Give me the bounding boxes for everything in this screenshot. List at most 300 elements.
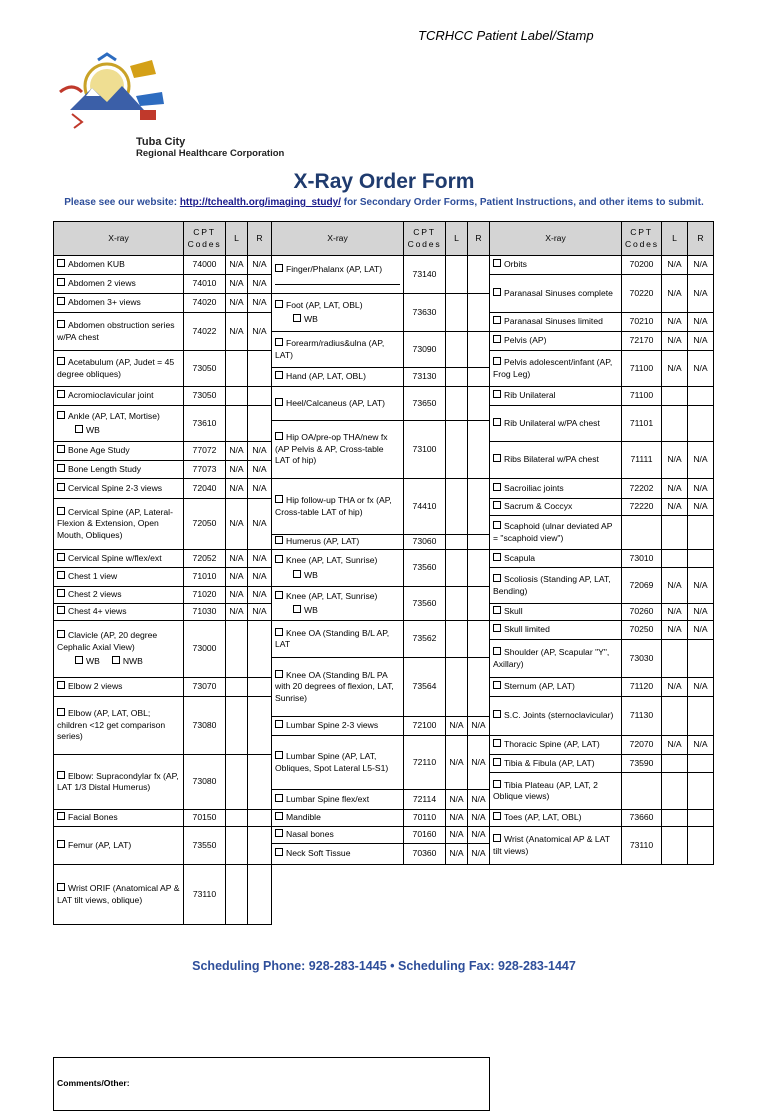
right-side-cell[interactable] [468,332,490,368]
exam-name-cell[interactable] [272,256,404,294]
left-side-cell[interactable] [662,755,688,773]
right-side-cell[interactable]: N/A [248,568,272,587]
exam-name-cell[interactable] [54,621,184,678]
left-side-cell[interactable]: N/A [446,717,468,736]
exam-checkbox[interactable] [57,320,65,328]
exam-checkbox[interactable] [493,521,501,529]
left-side-cell[interactable]: N/A [662,275,688,313]
exam-checkbox[interactable] [275,591,283,599]
exam-name: Wrist ORIF (Anatomical AP & LAT tilt views, oblique) [57,883,180,905]
cpt-code [622,773,662,810]
exam-name-cell[interactable] [490,499,622,516]
right-side-cell[interactable]: N/A [688,604,714,621]
exam-checkbox[interactable] [493,288,501,296]
right-side-cell[interactable] [688,773,714,810]
cpt-code: 70210 [622,313,662,332]
exam-checkbox[interactable] [493,454,501,462]
exam-name: Ankle (AP, LAT, Mortise) [68,410,160,421]
right-side-cell[interactable] [248,755,272,810]
exam-checkbox[interactable] [275,720,283,728]
left-side-cell[interactable]: N/A [226,550,248,568]
exam-name-cell[interactable] [490,442,622,479]
exam-name-cell[interactable] [272,587,404,621]
right-side-cell[interactable]: N/A [688,256,714,275]
left-side-cell[interactable] [662,387,688,406]
exam-checkbox[interactable] [493,834,501,842]
right-side-cell[interactable] [688,697,714,736]
exam-name-cell[interactable] [54,406,184,442]
right-side-cell[interactable]: N/A [248,604,272,621]
right-side-cell[interactable] [468,479,490,535]
exam-checkbox[interactable] [57,553,65,561]
exam-checkbox[interactable] [57,357,65,365]
right-side-cell[interactable]: N/A [468,736,490,790]
exam-name-cell[interactable] [272,717,404,736]
left-side-cell[interactable]: N/A [226,479,248,499]
exam-checkbox[interactable] [57,445,65,453]
exam-name-cell[interactable] [490,755,622,773]
exam-checkbox[interactable] [57,278,65,286]
right-side-cell[interactable]: N/A [688,442,714,479]
right-side-cell[interactable]: N/A [688,736,714,755]
right-side-cell[interactable]: N/A [468,827,490,844]
exam-name-cell[interactable] [490,736,622,755]
table-row [54,1058,714,1075]
exam-name-cell[interactable] [54,678,184,697]
left-side-cell[interactable] [226,406,248,442]
exam-checkbox[interactable] [57,606,65,614]
left-side-cell[interactable] [662,773,688,810]
exam-checkbox[interactable] [493,483,501,491]
exam-name-cell[interactable] [490,773,622,810]
exam-checkbox[interactable] [275,670,283,678]
exam-checkbox[interactable] [275,555,283,563]
exam-checkbox[interactable] [493,418,501,426]
exam-checkbox[interactable] [275,536,283,544]
exam-name-cell[interactable] [490,479,622,499]
left-side-cell[interactable]: N/A [226,604,248,621]
left-side-cell[interactable] [226,810,248,827]
right-side-cell[interactable] [688,550,714,568]
exam-name-cell[interactable] [54,294,184,313]
right-side-cell[interactable] [468,368,490,387]
exam-checkbox[interactable] [57,390,65,398]
left-side-cell[interactable]: N/A [446,844,468,865]
exam-name-cell[interactable] [54,442,184,461]
exam-checkbox[interactable] [57,589,65,597]
exam-name-cell[interactable] [490,256,622,275]
exam-checkbox[interactable] [57,812,65,820]
right-side-cell[interactable] [248,827,272,865]
exam-name: Elbow 2 views [68,681,123,692]
exam-checkbox[interactable] [493,780,501,788]
table-row [54,1000,714,1021]
right-side-cell[interactable]: N/A [688,332,714,351]
right-side-cell[interactable]: N/A [248,479,272,499]
right-side-cell[interactable] [468,387,490,421]
left-side-cell[interactable]: N/A [662,678,688,697]
left-header: L [226,222,248,256]
left-side-cell[interactable] [226,755,248,810]
right-side-cell[interactable] [688,406,714,442]
exam-name: Forearm/radius&ulna (AP, LAT) [275,338,385,360]
exam-checkbox[interactable] [493,812,501,820]
exam-name-cell[interactable] [54,499,184,550]
exam-checkbox[interactable] [275,751,283,759]
left-side-cell[interactable]: N/A [446,827,468,844]
left-side-cell[interactable] [662,827,688,865]
right-side-cell[interactable] [468,535,490,550]
exam-checkbox[interactable] [493,710,501,718]
cpt-code: 71010 [184,568,226,587]
exam-checkbox[interactable] [493,647,501,655]
exam-name: Bone Length Study [68,463,142,474]
right-side-cell[interactable] [688,810,714,827]
exam-checkbox[interactable] [275,829,283,837]
table-row [54,621,714,640]
exam-name-cell[interactable] [490,550,622,568]
exam-checkbox[interactable] [57,883,65,891]
left-side-cell[interactable]: N/A [662,442,688,479]
right-side-cell[interactable] [468,294,490,332]
exam-checkbox[interactable] [275,338,283,346]
right-side-cell[interactable] [248,387,272,406]
left-side-cell[interactable]: N/A [226,442,248,461]
left-side-cell[interactable]: N/A [446,790,468,810]
left-side-cell[interactable]: N/A [662,332,688,351]
table-row [54,827,714,844]
cpt-code: 70220 [622,275,662,313]
exam-name-cell[interactable] [490,332,622,351]
exam-name-cell[interactable] [272,658,404,717]
sub-option-checkbox[interactable] [293,570,301,578]
left-side-cell[interactable]: N/A [226,294,248,313]
exam-name-cell[interactable] [54,697,184,755]
cpt-code: 72040 [184,479,226,499]
left-side-cell[interactable] [446,256,468,294]
left-side-cell[interactable]: N/A [662,351,688,387]
right-side-cell[interactable]: N/A [468,717,490,736]
exam-name-cell[interactable] [54,256,184,275]
exam-name-cell[interactable] [490,313,622,332]
exam-checkbox[interactable] [493,739,501,747]
cpt-code: 71101 [622,406,662,442]
exam-name: Shoulder (AP, Scapular "Y", Axillary) [493,647,610,669]
left-side-cell[interactable]: N/A [226,568,248,587]
right-side-cell[interactable]: N/A [248,256,272,275]
exam-checkbox[interactable] [275,432,283,440]
left-side-cell[interactable] [446,387,468,421]
exam-name: Skull limited [504,624,550,635]
right-side-cell[interactable]: N/A [688,621,714,640]
right-side-cell[interactable]: N/A [468,844,490,865]
website-prefix: Please see our website: [64,197,178,208]
exam-name-cell[interactable] [272,368,404,387]
exam-checkbox[interactable] [493,501,501,509]
left-side-cell[interactable] [226,827,248,865]
exam-name-cell[interactable] [272,844,404,865]
right-side-cell[interactable]: N/A [248,275,272,294]
sub-option-checkbox[interactable] [112,656,120,664]
right-side-cell[interactable] [468,587,490,621]
right-side-cell[interactable]: N/A [688,275,714,313]
right-side-cell[interactable] [468,550,490,587]
comments-field[interactable] [54,1058,490,1111]
left-side-cell[interactable]: N/A [662,499,688,516]
left-side-cell[interactable]: N/A [226,313,248,351]
exam-name-cell[interactable] [54,568,184,587]
exam-name: Scapula [504,552,536,563]
right-side-cell[interactable] [688,640,714,678]
left-side-cell[interactable] [446,368,468,387]
exam-name-cell[interactable] [54,827,184,865]
exam-checkbox[interactable] [275,264,283,272]
right-side-cell[interactable]: N/A [468,790,490,810]
table-row [54,865,714,886]
right-side-cell[interactable]: N/A [248,313,272,351]
exam-checkbox[interactable] [493,316,501,324]
cpt-code: 73010 [622,550,662,568]
exam-checkbox[interactable] [493,357,501,365]
exam-name-cell[interactable] [54,865,184,925]
right-side-cell[interactable]: N/A [248,294,272,313]
right-side-cell[interactable]: N/A [688,568,714,604]
left-side-cell[interactable] [226,351,248,387]
left-side-cell[interactable] [446,658,468,717]
exam-name-cell[interactable] [490,697,622,736]
left-side-cell[interactable] [226,387,248,406]
exam-name-cell[interactable] [490,621,622,640]
left-side-cell[interactable]: N/A [226,587,248,604]
right-side-cell[interactable]: N/A [248,461,272,479]
exam-name-cell[interactable] [54,479,184,499]
exam-checkbox[interactable] [275,812,283,820]
right-side-cell[interactable]: N/A [248,442,272,461]
exam-checkbox[interactable] [493,681,501,689]
exam-name: Ribs Bilateral w/PA chest [504,454,599,465]
cpt-code: 72069 [622,568,662,604]
exam-name-cell[interactable] [54,550,184,568]
exam-name: Abdomen 2 views [68,278,136,289]
exam-checkbox[interactable] [57,681,65,689]
right-side-cell[interactable]: N/A [688,678,714,697]
sub-option-checkbox[interactable] [293,314,301,322]
right-side-cell[interactable] [468,421,490,479]
left-side-cell[interactable] [662,640,688,678]
left-side-cell[interactable] [226,678,248,697]
exam-checkbox[interactable] [57,259,65,267]
right-side-cell[interactable]: N/A [688,313,714,332]
left-side-cell[interactable] [226,621,248,678]
exam-checkbox[interactable] [57,483,65,491]
cpt-code: 70150 [184,810,226,827]
exam-name-cell[interactable] [490,406,622,442]
right-side-cell[interactable] [688,755,714,773]
left-side-cell[interactable] [226,865,248,925]
exam-name-cell[interactable] [272,421,404,479]
exam-name-cell[interactable] [490,810,622,827]
right-side-cell[interactable] [688,387,714,406]
exam-name-cell[interactable] [490,640,622,678]
exam-checkbox[interactable] [493,259,501,267]
right-side-cell[interactable]: N/A [248,550,272,568]
exam-name-cell[interactable] [490,827,622,865]
left-side-cell[interactable]: N/A [662,736,688,755]
exam-name-cell[interactable] [54,604,184,621]
exam-name-cell[interactable] [272,294,404,332]
left-side-cell[interactable]: N/A [662,604,688,621]
exam-name-cell[interactable] [54,587,184,604]
sub-option-checkbox[interactable] [75,656,83,664]
exam-name-cell[interactable] [490,275,622,313]
cpt-header: CPT Codes [184,222,226,256]
left-side-cell[interactable]: N/A [226,256,248,275]
exam-checkbox[interactable] [57,411,65,419]
left-side-cell[interactable] [662,697,688,736]
exam-checkbox[interactable] [57,571,65,579]
exam-checkbox[interactable] [493,606,501,614]
exam-name: Cervical Spine 2-3 views [68,482,163,493]
right-side-cell[interactable]: N/A [688,499,714,516]
right-side-cell[interactable] [688,516,714,550]
exam-name-cell[interactable] [490,678,622,697]
exam-name-cell[interactable] [54,461,184,479]
sub-option-checkbox[interactable] [75,425,83,433]
exam-name-cell[interactable] [54,313,184,351]
cpt-code: 73110 [184,865,226,925]
left-side-cell[interactable] [446,550,468,587]
exam-name-cell[interactable] [54,351,184,387]
right-side-cell[interactable]: N/A [688,351,714,387]
left-side-cell[interactable] [446,587,468,621]
exam-name-cell[interactable] [490,351,622,387]
exam-checkbox[interactable] [275,371,283,379]
exam-name: Acetabulum (AP, Judet = 45 degree obliques) [57,357,175,379]
left-side-cell[interactable]: N/A [662,621,688,640]
sub-option-checkbox[interactable] [293,605,301,613]
right-side-cell[interactable] [688,827,714,865]
left-side-cell[interactable] [662,406,688,442]
exam-checkbox[interactable] [275,794,283,802]
left-side-cell[interactable] [446,621,468,658]
sub-option-label: WB [86,656,100,667]
exam-checkbox[interactable] [493,553,501,561]
exam-name-cell[interactable] [272,736,404,790]
exam-name-cell[interactable] [272,387,404,421]
exam-checkbox[interactable] [57,630,65,638]
right-side-cell[interactable] [468,256,490,294]
left-side-cell[interactable]: N/A [662,256,688,275]
exam-name-cell[interactable] [490,516,622,550]
exam-name-cell[interactable] [54,810,184,827]
left-side-cell[interactable]: N/A [662,568,688,604]
table-row [54,1040,714,1058]
right-side-cell[interactable] [468,621,490,658]
exam-checkbox[interactable] [57,840,65,848]
cpt-code: 73110 [622,827,662,865]
left-side-cell[interactable] [446,535,468,550]
left-side-cell[interactable]: N/A [226,461,248,479]
exam-checkbox[interactable] [275,398,283,406]
left-side-cell[interactable] [662,516,688,550]
exam-checkbox[interactable] [57,771,65,779]
right-side-cell[interactable] [468,658,490,717]
exam-checkbox[interactable] [275,848,283,856]
exam-name-cell[interactable] [272,479,404,535]
left-side-cell[interactable] [446,479,468,535]
cpt-code: 70160 [404,827,446,844]
exam-name-cell[interactable] [272,550,404,587]
exam-checkbox[interactable] [57,464,65,472]
exam-name-cell[interactable] [272,827,404,844]
exam-name-cell[interactable] [54,387,184,406]
exam-checkbox[interactable] [493,390,501,398]
right-side-cell[interactable]: N/A [248,499,272,550]
exam-name-cell[interactable] [490,387,622,406]
left-side-cell[interactable]: N/A [446,810,468,827]
exam-name-cell[interactable] [272,621,404,658]
right-side-cell[interactable]: N/A [468,810,490,827]
cpt-code: 72100 [404,717,446,736]
exam-name-cell[interactable] [54,275,184,294]
exam-name-cell[interactable] [490,604,622,621]
blank-line [275,275,400,285]
left-side-cell[interactable]: N/A [226,275,248,294]
right-side-cell[interactable] [248,865,272,925]
exam-checkbox[interactable] [57,297,65,305]
exam-checkbox[interactable] [275,628,283,636]
left-side-cell[interactable] [226,697,248,755]
website-link[interactable]: http://tchealth.org/imaging_study/ [179,197,341,208]
table-row [54,1021,714,1040]
left-side-cell[interactable]: N/A [662,313,688,332]
right-side-cell[interactable] [248,697,272,755]
left-side-cell[interactable] [662,550,688,568]
exam-name-cell[interactable] [272,332,404,368]
left-side-cell[interactable] [662,810,688,827]
right-side-cell[interactable] [248,621,272,678]
exam-checkbox[interactable] [493,624,501,632]
cpt-code: 73090 [404,332,446,368]
right-side-cell[interactable] [248,810,272,827]
left-side-cell[interactable]: N/A [446,736,468,790]
exam-checkbox[interactable] [493,758,501,766]
exam-checkbox[interactable] [57,708,65,716]
right-side-cell[interactable] [248,406,272,442]
right-side-cell[interactable] [248,678,272,697]
exam-checkbox[interactable] [275,495,283,503]
left-side-cell[interactable] [446,421,468,479]
right-side-cell[interactable]: N/A [688,479,714,499]
table-row [54,256,714,275]
exam-checkbox[interactable] [493,335,501,343]
left-side-cell[interactable]: N/A [226,499,248,550]
exam-name: Tibia & Fibula (AP, LAT) [504,757,595,768]
right-side-cell[interactable] [248,351,272,387]
exam-checkbox[interactable] [275,300,283,308]
left-side-cell[interactable] [446,294,468,332]
exam-name-cell[interactable] [54,755,184,810]
exam-name-cell[interactable] [490,568,622,604]
left-side-cell[interactable] [446,332,468,368]
exam-checkbox[interactable] [57,507,65,515]
right-side-cell[interactable]: N/A [248,587,272,604]
exam-checkbox[interactable] [493,574,501,582]
exam-name-cell[interactable] [272,535,404,550]
exam-name-cell[interactable] [272,810,404,827]
exam-name-cell[interactable] [272,790,404,810]
left-side-cell[interactable]: N/A [662,479,688,499]
